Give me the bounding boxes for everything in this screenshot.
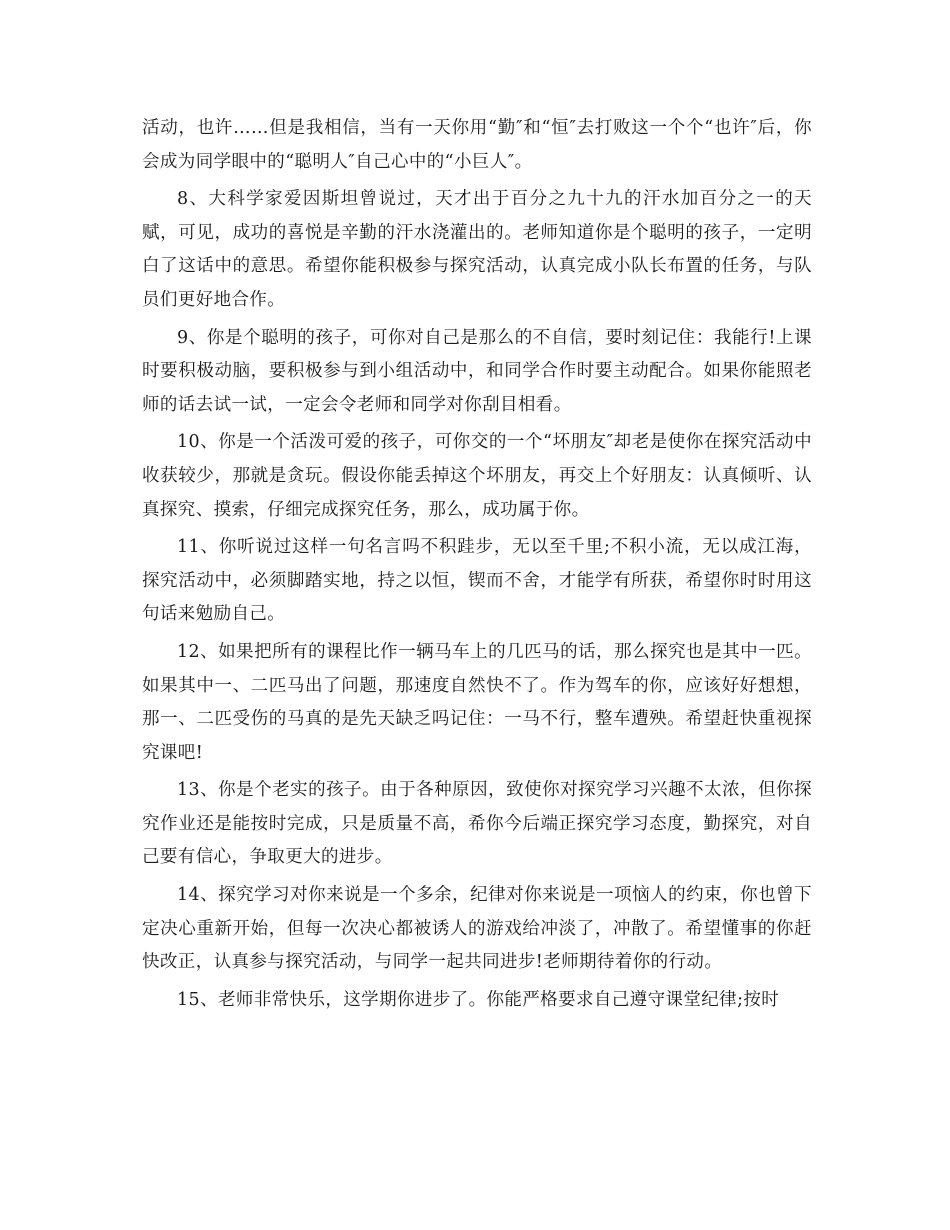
document-body — [142, 112, 812, 1021]
paragraph-13: 13、你是个老实的孩子。由于各种原因，致使你对探究学习兴趣不太浓，但你探究作业还是能按时完成，只是质量不高，希你今后端正探究学习态度，勤探究，对自己要有信心，争取更大的进步。 — [142, 780, 812, 868]
paragraph-9: 9、你是个聪明的孩子，可你对自己是那么的不自信，要时刻记住：我能行!上课时要积极动脑，要积极参与到小组活动中，和同学合作时要主动配合。如果你能照老师的话去试一试，一定会令老师和同学对你刮目相看。 — [142, 327, 812, 415]
paragraph-12: 12、如果把所有的课程比作一辆马车上的几匹马的话，那么探究也是其中一匹。如果其中一、二匹马出了问题，那速度自然快不了。作为驾车的你，应该好好想想，那一、二匹受伤的马真的是先天缺乏吗记住：一马不行，整车遭殃。希望赶快重视探究课吧! — [142, 641, 812, 763]
paragraph-15: 15、老师非常快乐，这学期你进步了。你能严格要求自己遵守课堂纪律;按时 — [177, 989, 780, 1010]
paragraph-8: 8、大科学家爱因斯坦曾说过，天才出于百分之九十九的汗水加百分之一的天赋，可见，成功的喜悦是辛勤的汗水浇灌出的。老师知道你是个聪明的孩子，一定明白了这话中的意思。希望你能积极参与探究活动，认真完成小队长布置的任务，与队员们更好地合作。 — [142, 189, 812, 310]
paragraph-7-continued: 活动，也许……但是我相信，当有一天你用“勤″和“恒″去打败这一个个“也许″后，你会成为同学眼中的“聪明人″自己心中的“小巨人″。 — [142, 118, 812, 172]
paragraph-14: 14、探究学习对你来说是一个多余，纪律对你来说是一项恼人的约束，你也曾下定决心重新开始，但每一次决心都被诱人的游戏给冲淡了，冲散了。希望懂事的你赶快改正，认真参与探究活动，与同学一起共同进步!老师期待着你的行动。 — [142, 885, 812, 973]
paragraph-11: 11、你听说过这样一句名言吗不积跬步，无以至千里;不积小流，无以成江海，探究活动中，必须脚踏实地，持之以恒，锲而不舍，才能学有所获，希望你时时用这句话来勉励自己。 — [142, 537, 812, 625]
paragraph-10: 10、你是一个活泼可爱的孩子，可你交的一个“坏朋友″却老是使你在探究活动中收获较少，那就是贪玩。假设你能丢掉这个坏朋友，再交上个好朋友：认真倾听、认真探究、摸索，仔细完成探究任务，那么，成功属于你。 — [142, 432, 812, 520]
